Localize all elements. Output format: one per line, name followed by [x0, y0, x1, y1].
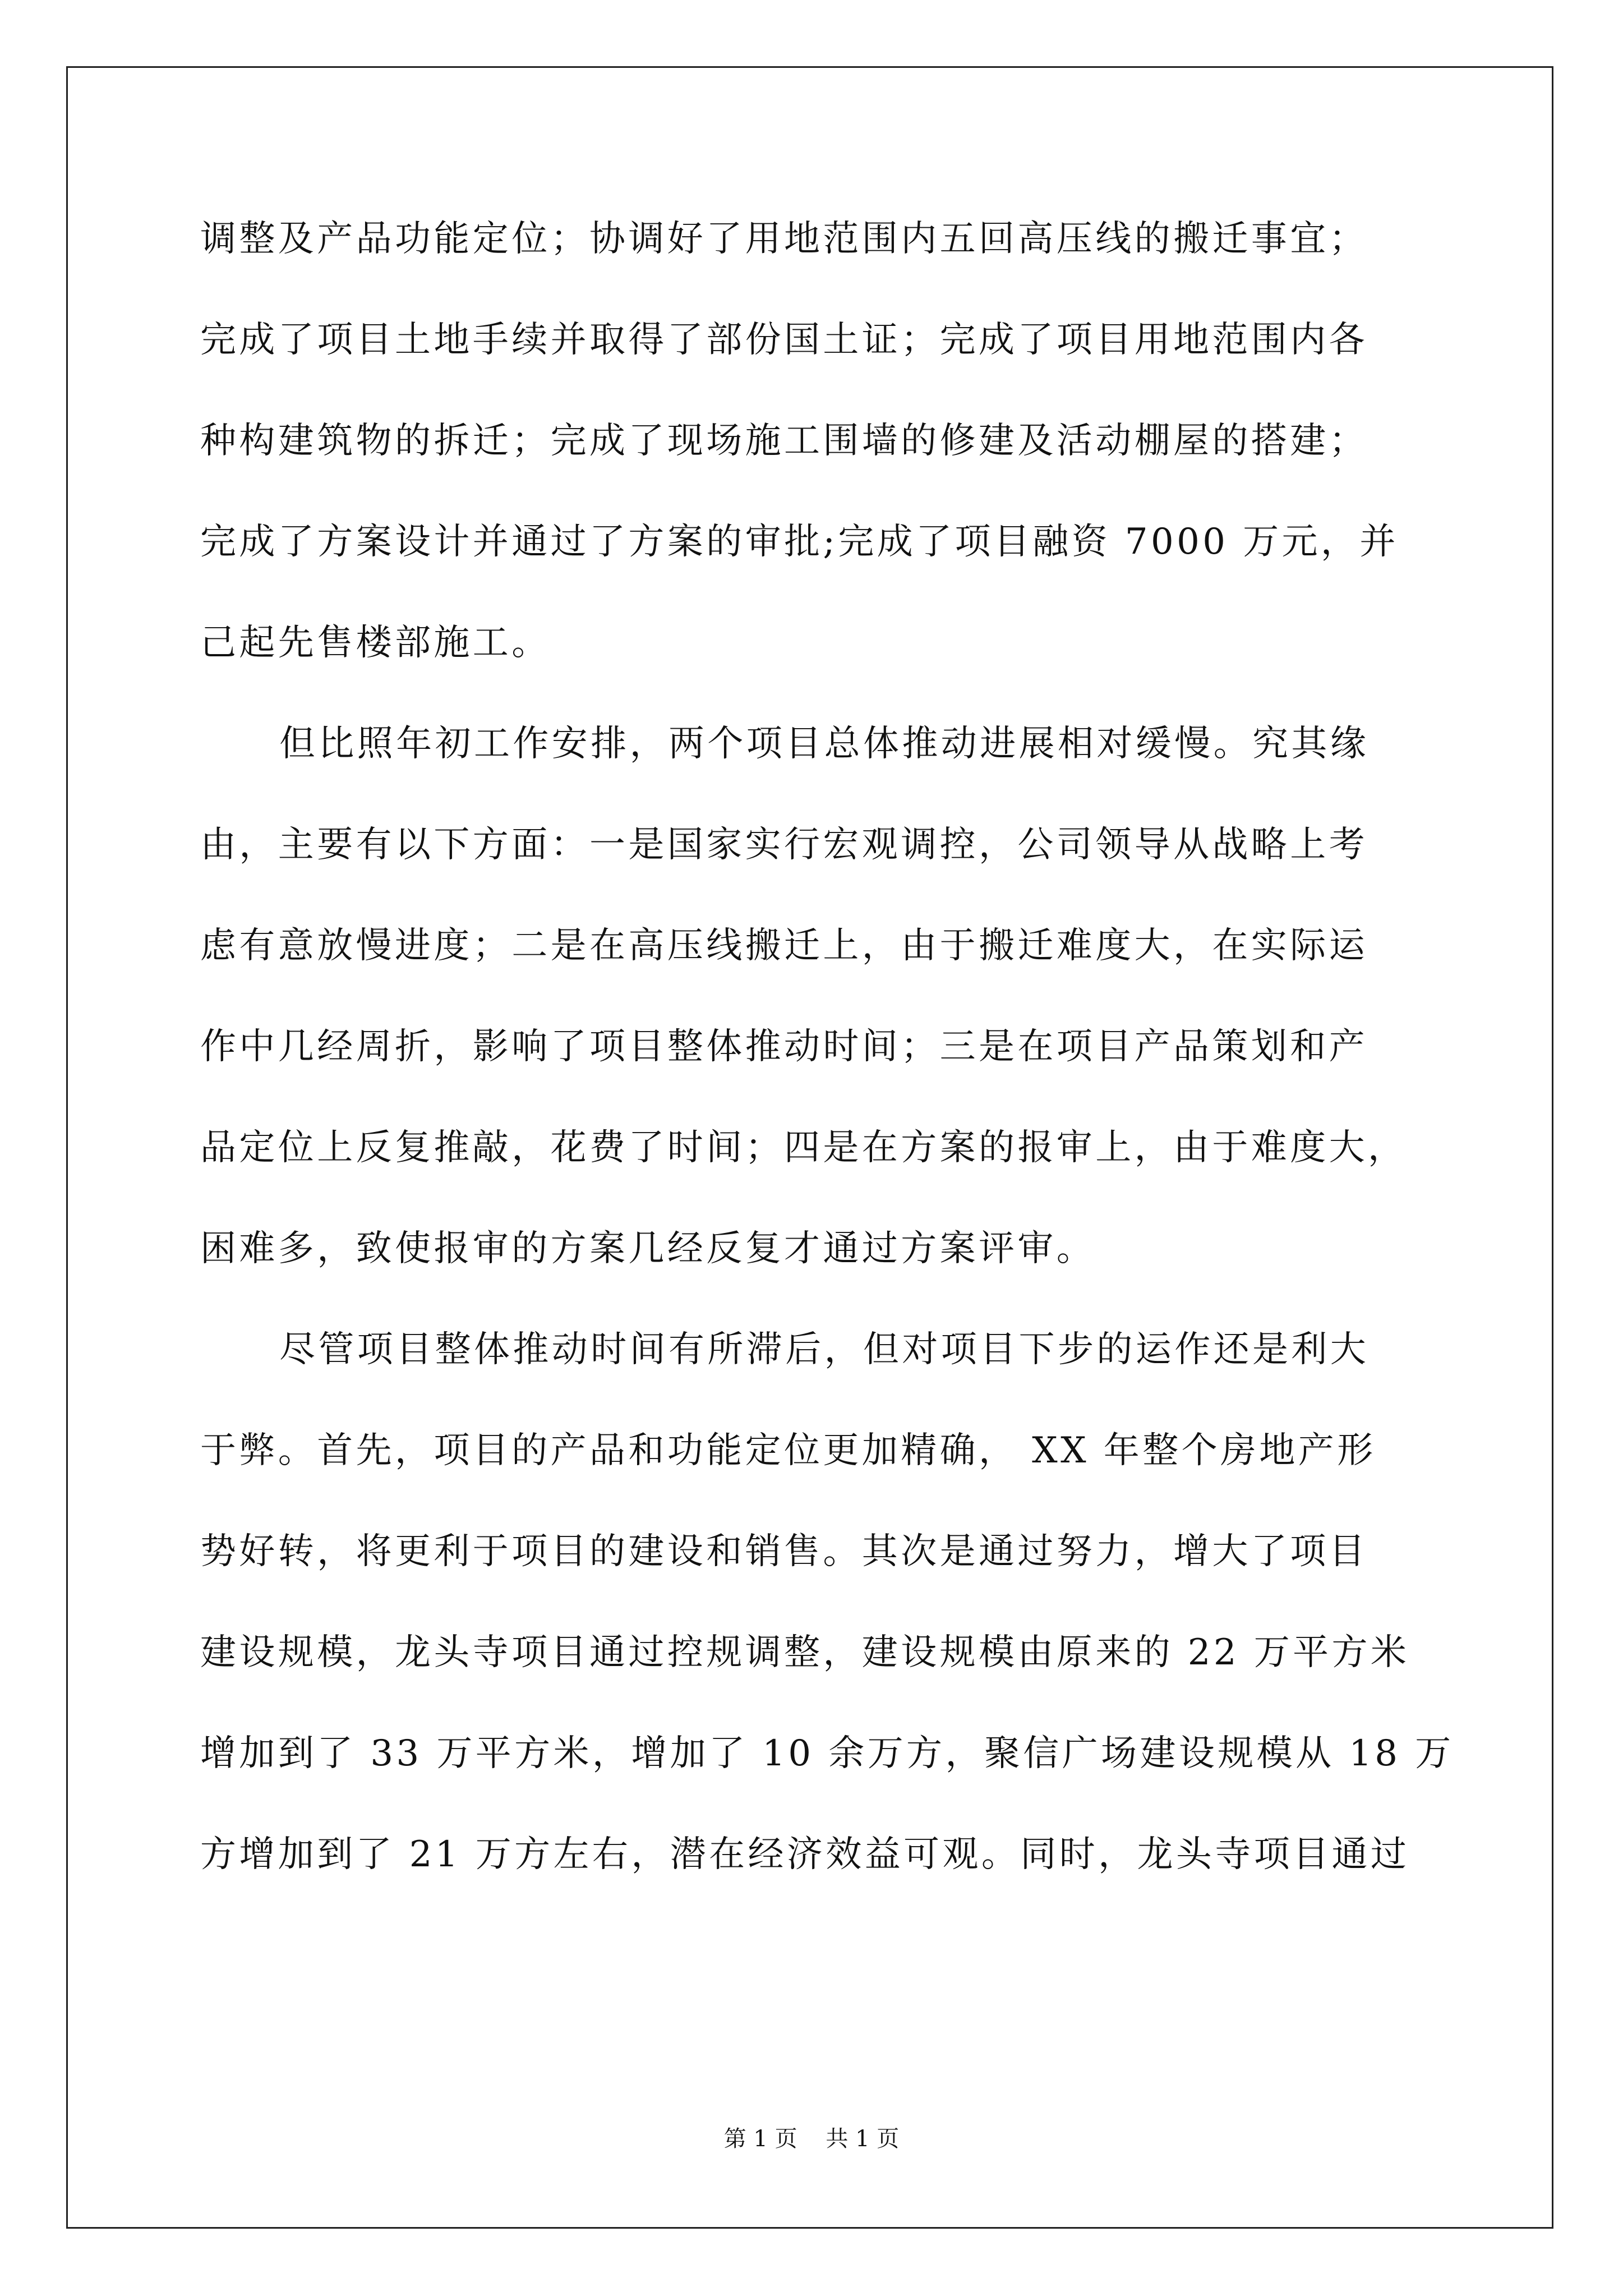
- text-line: 于弊。首先，项目的产品和功能定位更加精确， XX 年整个房地产形: [200, 1430, 1376, 1471]
- text-line: 方增加到了 21 万方左右，潜在经济效益可观。同时，龙头寺项目通过: [200, 1834, 1410, 1875]
- page-number-footer: 第 1 页 共 1 页: [723, 2126, 900, 2152]
- text-line: 由，主要有以下方面：一是国家实行宏观调控，公司领导从战略上考: [200, 824, 1368, 866]
- text-line: 势好转，将更利于项目的建设和销售。其次是通过努力，增大了项目: [200, 1531, 1368, 1572]
- text-line: 种构建筑物的拆迁；完成了现场施工围墙的修建及活动棚屋的搭建；: [200, 420, 1368, 462]
- text-line: 作中几经周折，影响了项目整体推动时间；三是在项目产品策划和产: [200, 1026, 1368, 1068]
- text-line: 品定位上反复推敲，花费了时间；四是在方案的报审上，由于难度大，: [200, 1127, 1407, 1168]
- text-line: 完成了项目土地手续并取得了部份国土证；完成了项目用地范围内各: [200, 319, 1368, 361]
- text-line: 调整及产品功能定位；协调好了用地范围内五回高压线的搬迁事宜；: [200, 218, 1368, 260]
- text-line: 增加到了 33 万平方米，增加了 10 余万方，聚信广场建设规模从 18 万: [200, 1733, 1454, 1774]
- text-line: 困难多，致使报审的方案几经反复才通过方案评审。: [200, 1228, 1096, 1269]
- text-line: 己起先售楼部施工。: [200, 622, 551, 664]
- paragraph-first-line: 尽管项目整体推动时间有所滞后，但对项目下步的运作还是利大: [279, 1329, 1370, 1370]
- text-line: 完成了方案设计并通过了方案的审批;完成了项目融资 7000 万元，并: [200, 521, 1399, 563]
- text-line: 建设规模，龙头寺项目通过控规调整，建设规模由原来的 22 万平方米: [200, 1632, 1410, 1673]
- text-line: 虑有意放慢进度；二是在高压线搬迁上，由于搬迁难度大，在实际运: [200, 925, 1368, 967]
- paragraph-first-line: 但比照年初工作安排，两个项目总体推动进展相对缓慢。究其缘: [279, 723, 1370, 765]
